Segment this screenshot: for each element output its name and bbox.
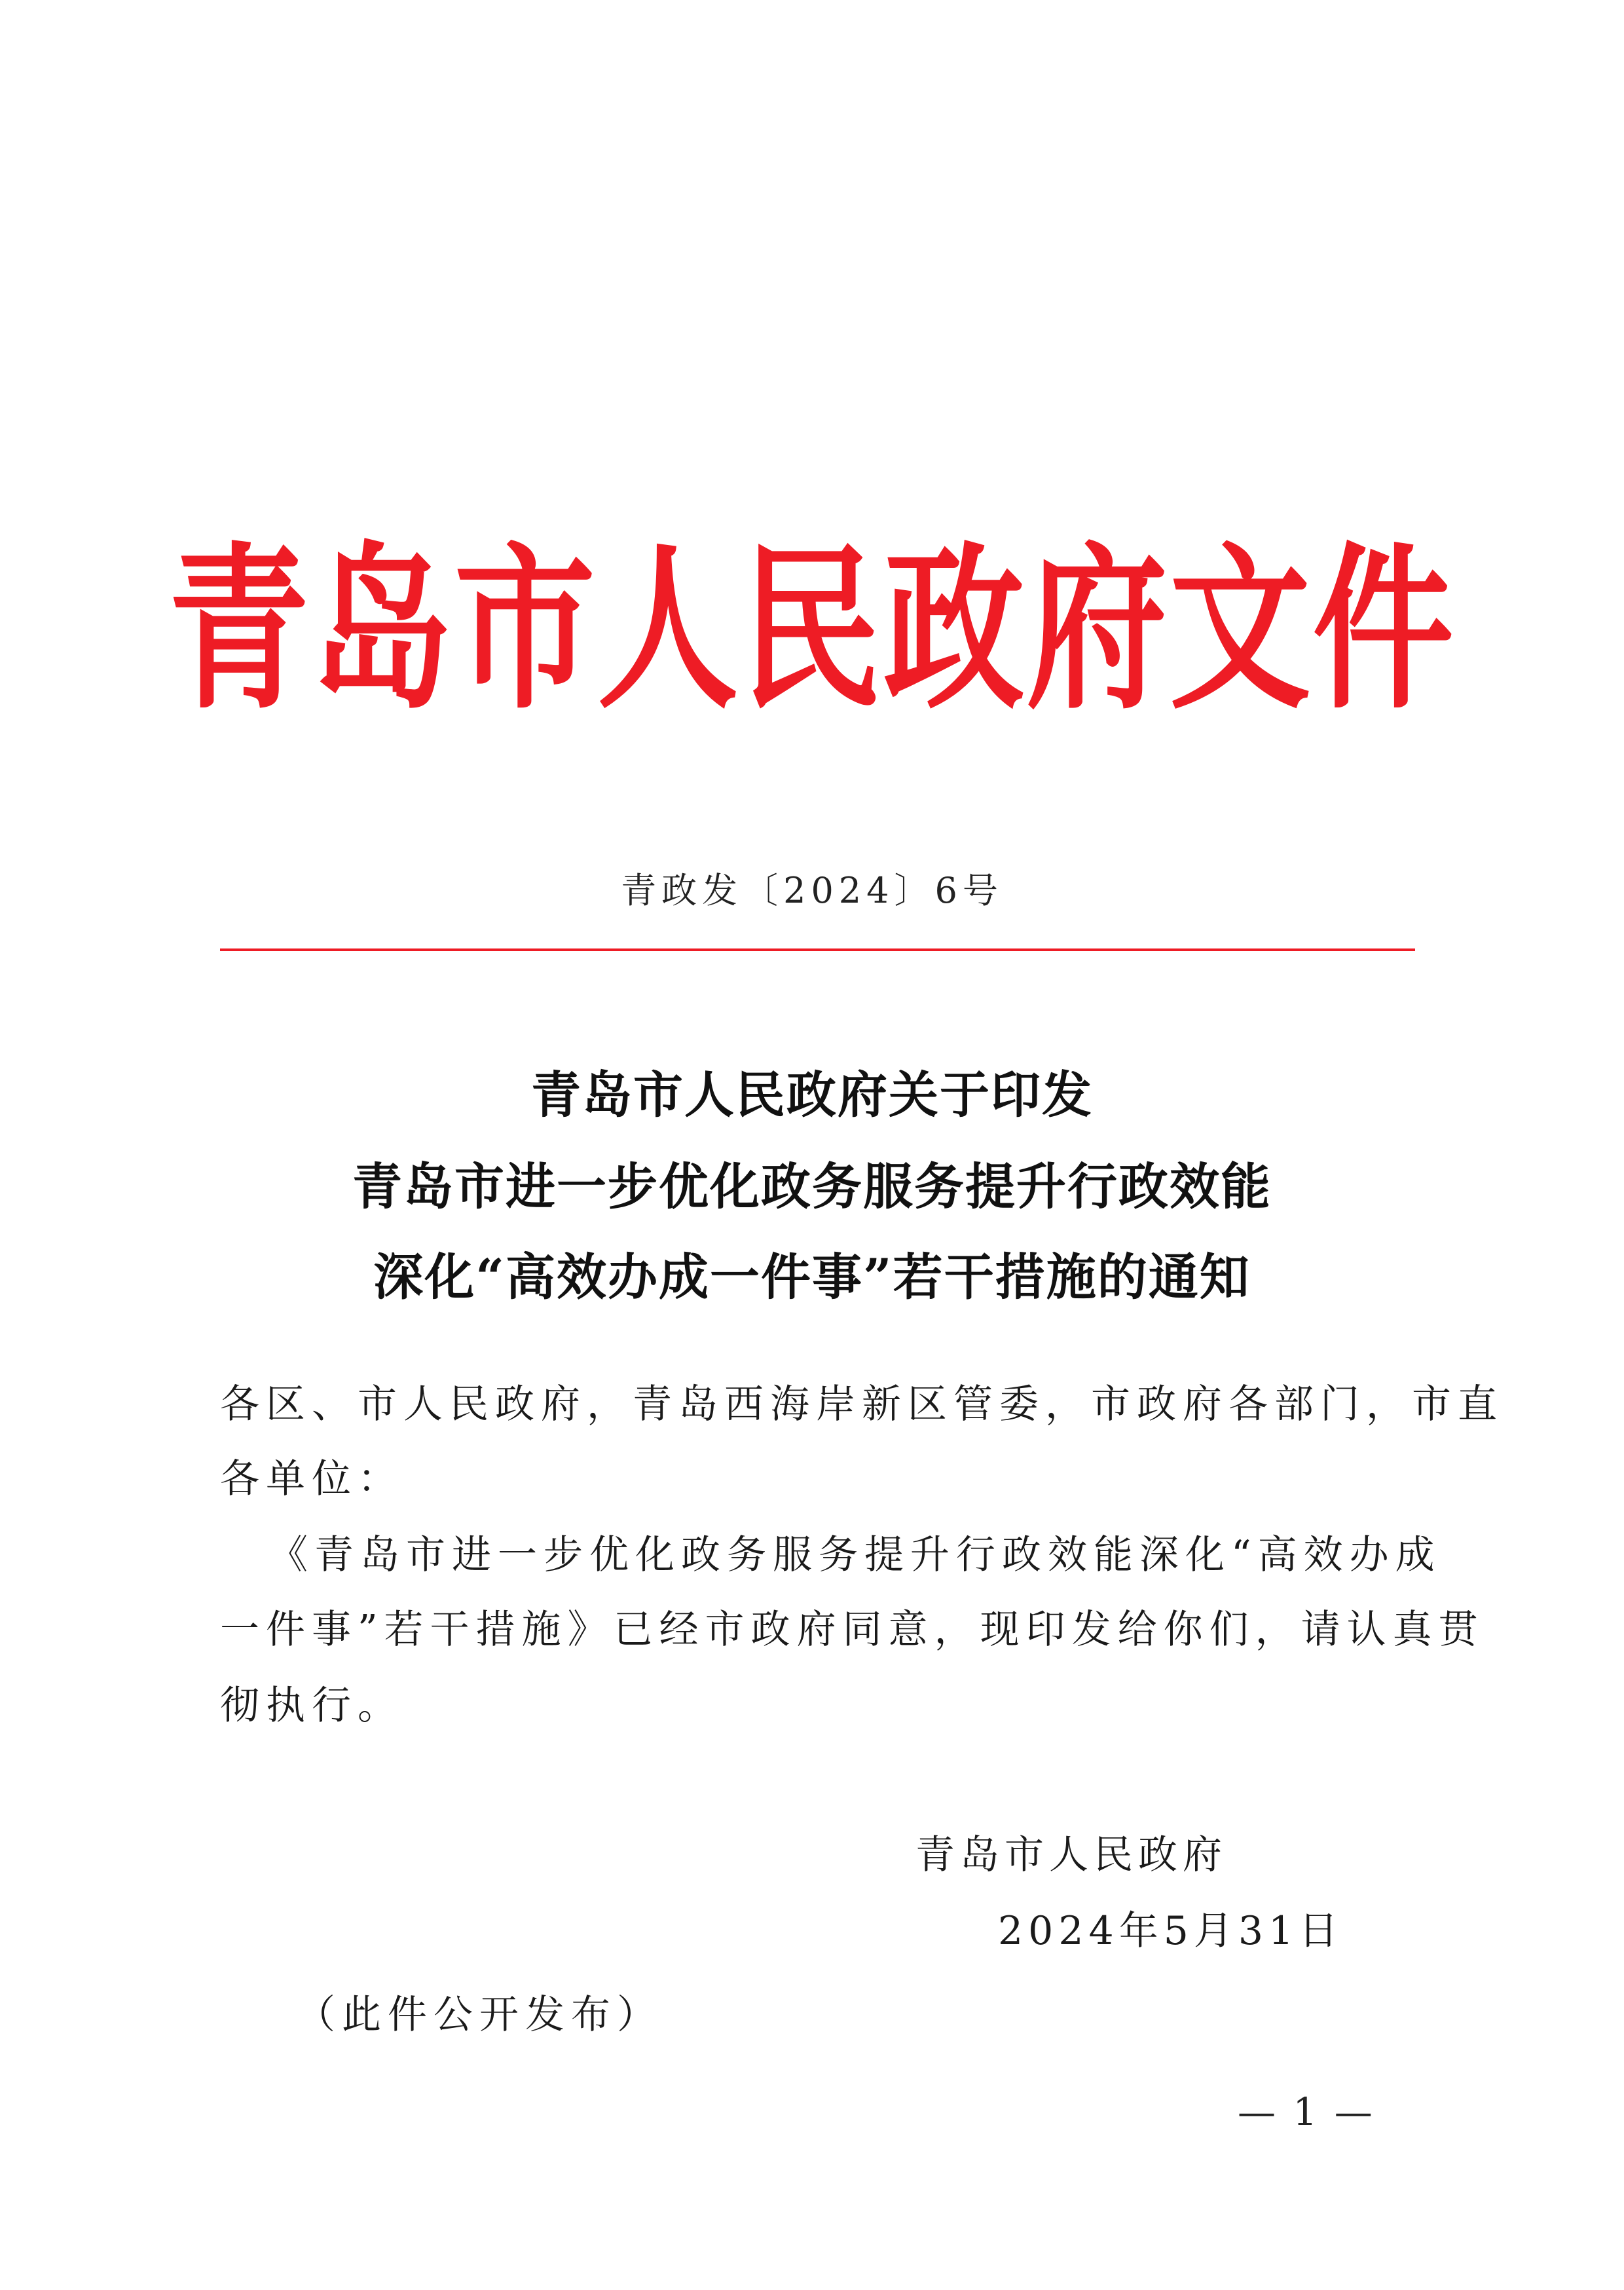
issuer-signature: 青岛市人民政府 — [915, 1832, 1227, 1878]
issue-date: 2024年5月31日 — [998, 1908, 1344, 1954]
document-title-line-1: 青岛市人民政府关于印发 — [531, 1066, 1093, 1124]
red-divider-line — [220, 948, 1415, 951]
document-title-line-2: 青岛市进一步优化政务服务提升行政效能 — [352, 1157, 1272, 1216]
document-masthead: 青岛市人民政府文件 — [168, 525, 1456, 733]
document-number: 青政发〔2024〕6号 — [621, 870, 1003, 911]
body-paragraph-line-3: 彻执行。 — [220, 1683, 403, 1729]
document-title-line-3: 深化“高效办成一件事”若干措施的通知 — [373, 1248, 1251, 1306]
body-paragraph-line-1: 《青岛市进一步优化政务服务提升行政效能深化“高效办成 — [268, 1532, 1441, 1578]
recipient-line-1: 各区、市人民政府，青岛西海岸新区管委，市政府各部门，市直 — [220, 1381, 1504, 1427]
disclosure-note: （此件公开发布） — [296, 1992, 663, 2038]
page-number: — 1 — — [1238, 2090, 1375, 2134]
recipient-line-2: 各单位： — [220, 1456, 403, 1502]
body-paragraph-line-2: 一件事”若干措施》已经市政府同意，现印发给你们，请认真贯 — [220, 1607, 1485, 1653]
